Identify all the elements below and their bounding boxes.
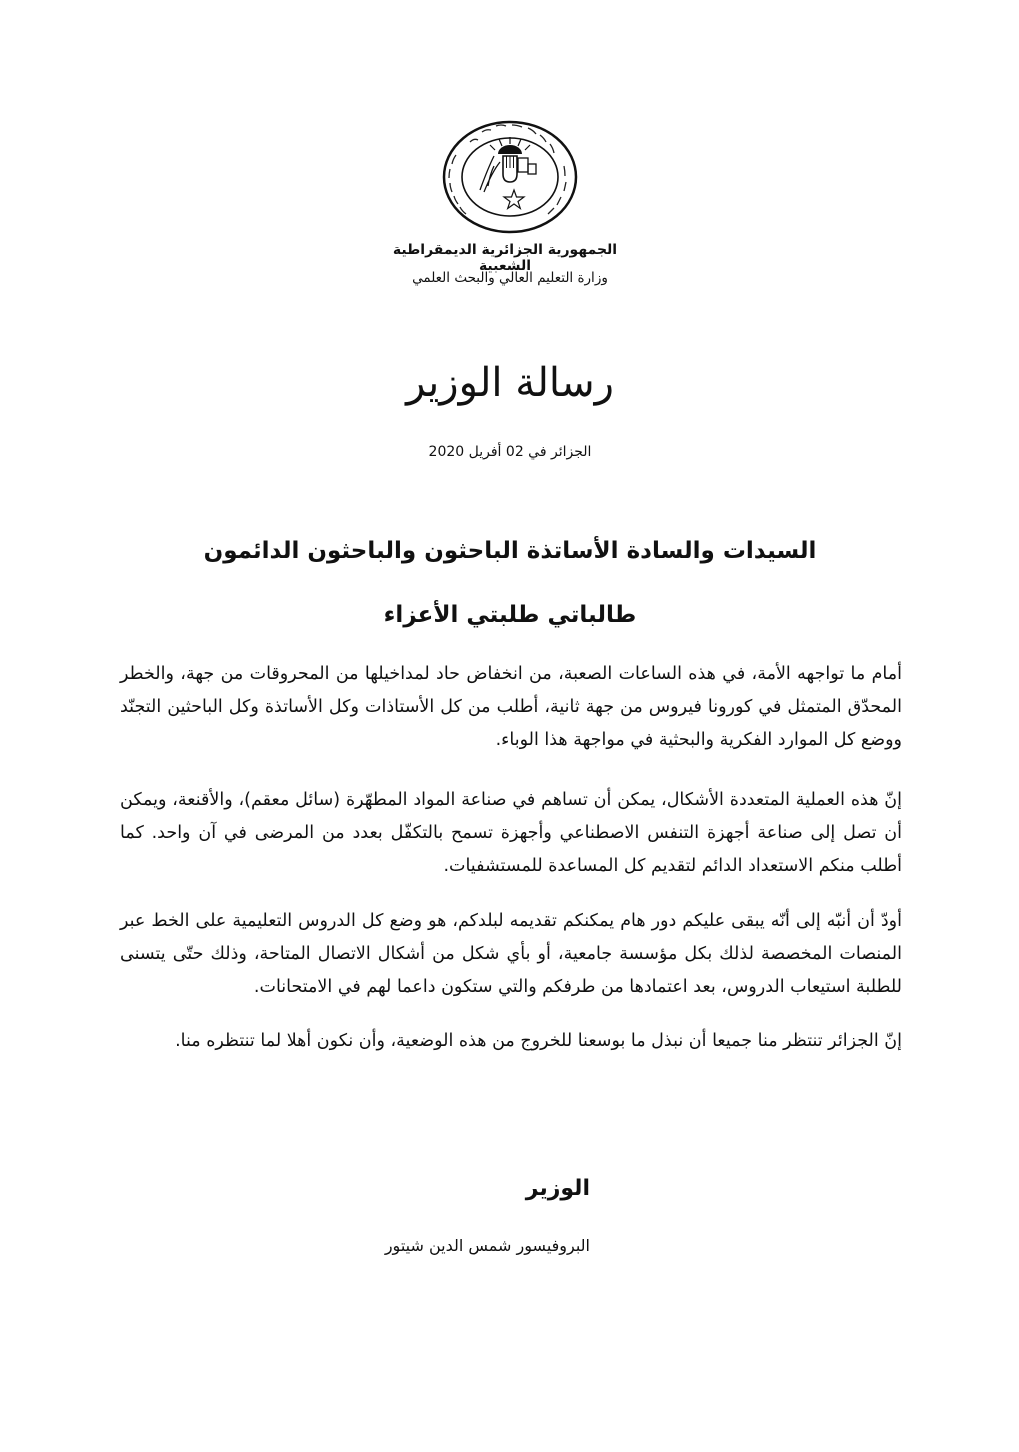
signature-title: الوزير bbox=[525, 1176, 590, 1201]
body-paragraph: إنّ الجزائر تنتظر منا جميعا أن نبذل ما بوسعنا للخروج من هذه الوضعية، وأن نكون أهلا لما تنتظره منا. bbox=[175, 1031, 902, 1051]
signature-name: البروفيسور شمس الدين شيتور bbox=[384, 1236, 590, 1255]
republic-name: الجمهورية الجزائرية الديمقراطية الشعبية bbox=[392, 242, 618, 274]
body-paragraph: أمام ما تواجهه الأمة، في هذه الساعات الصعبة، من انخفاض حاد لمداخيلها من المحروقات من جهة، والخطر المحدّق المتمثل في كورونا فيروس من جهة ثانية، أطلب من كل الأستاذات وكل الأساتذة وكل الباحثين التجنّد ووضع كل الموارد الفكرية والبحثية في مواجهة هذا الوباء. bbox=[120, 664, 902, 750]
ministry-name: وزارة التعليم العالي والبحث العلمي bbox=[412, 270, 608, 286]
salutation-faculty: السيدات والسادة الأساتذة الباحثون والباحثون الدائمون bbox=[203, 538, 817, 564]
letter-date: الجزائر في 02 أفريل 2020 bbox=[428, 444, 592, 460]
body-paragraph: إنّ هذه العملية المتعددة الأشكال، يمكن أن تساهم في صناعة المواد المطهّرة (سائل معقم)، والأقنعة، ويمكن أن تصل إلى صناعة أجهزة التنفس الاصطناعي وأجهزة تسمح بالتكفّل بعدد من المرضى في آن واحد. كما أطلب منكم الاستعداد الدائم لتقديم كل المساعدة للمستشفيات. bbox=[120, 790, 902, 876]
algeria-seal-icon bbox=[440, 120, 580, 235]
salutation-students: طالباتي طلبتي الأعزاء bbox=[383, 602, 637, 628]
body-paragraph: أودّ أن أنبّه إلى أنّه يبقى عليكم دور هام يمكنكم تقديمه لبلدكم، هو وضع كل الدروس التعليمية على الخط عبر المنصات المخصصة لذلك بكل مؤسسة جامعية، أو بأي شكل من أشكال الاتصال المتاحة، وذلك حتّى يتسنى للطلبة استيعاب الدروس، بعد اعتمادها من طرفكم والتي ستكون داعما لهم في الامتحانات. bbox=[120, 911, 902, 997]
letter-title: رسالة الوزير bbox=[406, 360, 614, 406]
